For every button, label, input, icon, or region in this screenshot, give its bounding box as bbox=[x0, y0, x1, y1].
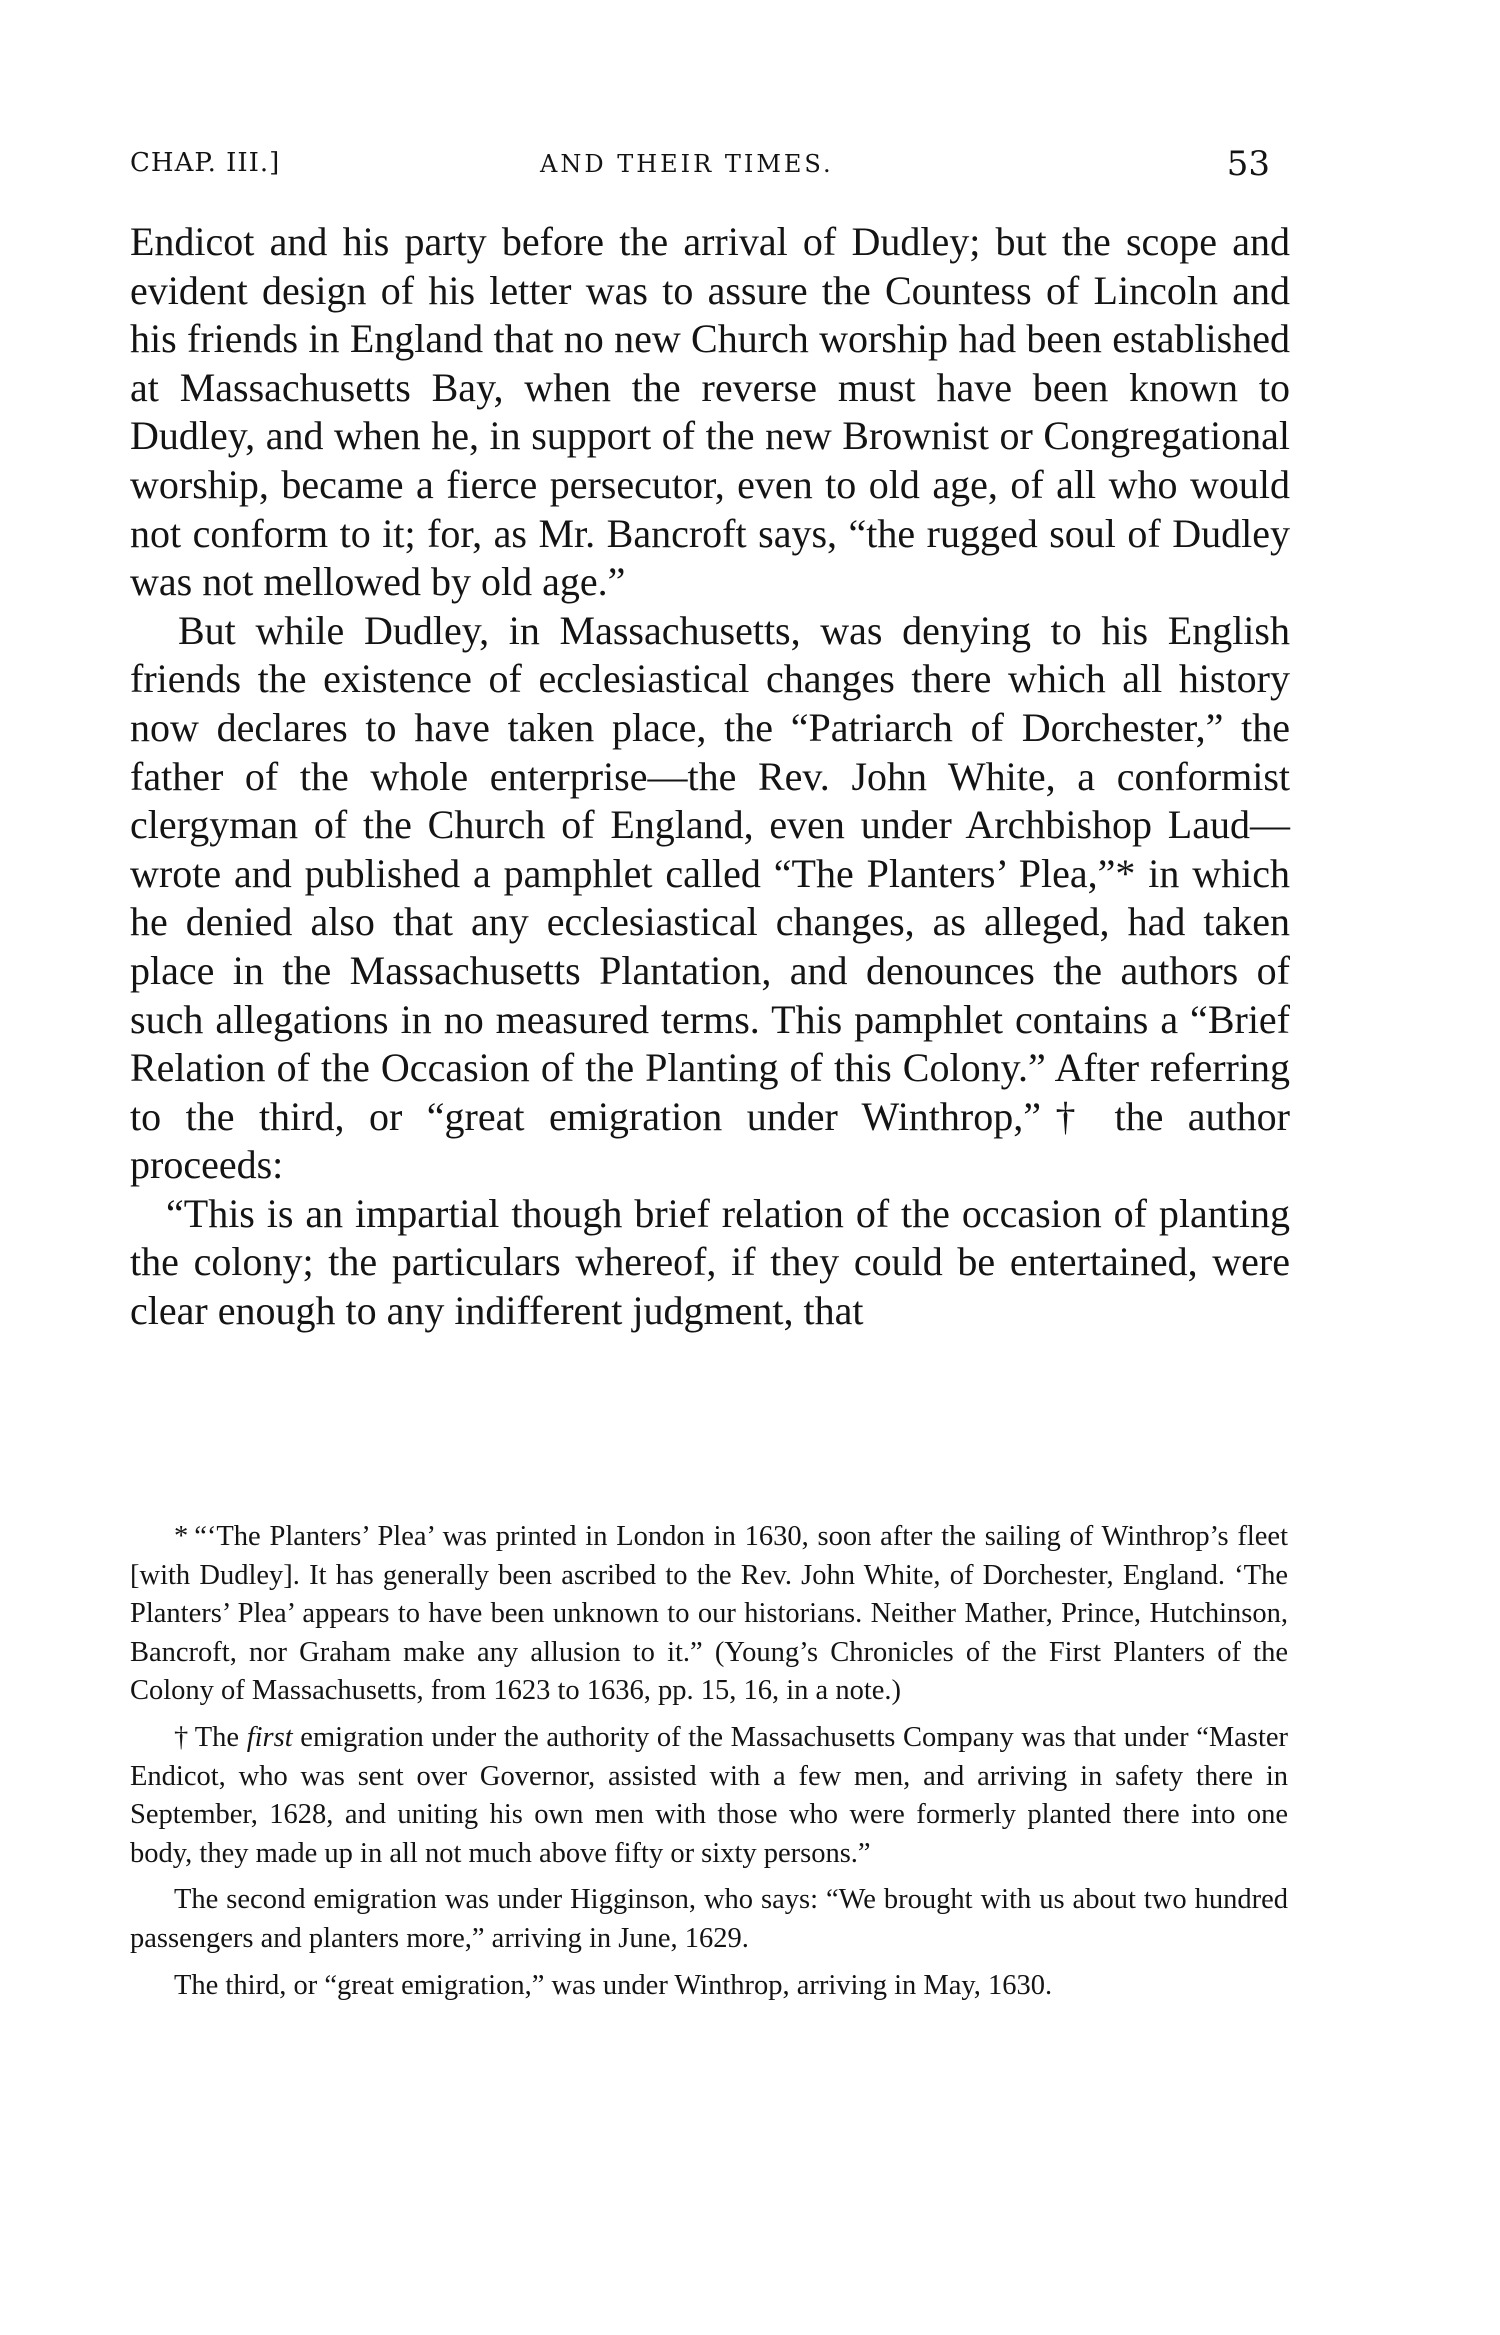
footnote-reference-asterisk[interactable]: * bbox=[1115, 850, 1136, 896]
page-number: 53 bbox=[1226, 144, 1270, 184]
footnote-marker-asterisk: * bbox=[174, 1521, 189, 1552]
paragraph-2-part-c: the author proceeds: bbox=[130, 1093, 1290, 1188]
footnote-dagger-emphasis: first bbox=[246, 1721, 293, 1753]
running-head bbox=[130, 144, 1290, 188]
footnote-marker-dagger: † bbox=[174, 1721, 189, 1753]
paragraph-2 bbox=[130, 607, 1290, 1190]
running-title: AND THEIR TIMES. bbox=[540, 150, 834, 178]
chapter-label: CHAP. III.] bbox=[130, 148, 281, 178]
footnote-third-emigration: The third, or “great emigration,” was under Winthrop, arriving in May, 1630. bbox=[174, 1969, 1053, 2001]
footnote-reference-dagger[interactable]: † bbox=[1041, 1093, 1090, 1139]
footnote-dagger-the: The bbox=[194, 1721, 240, 1753]
footnotes bbox=[130, 1518, 1288, 2005]
footnote-second-emigration: The second emigration was under Higginson, who says: “We brought with us about two hundred passengers and planters more,” arriving in June, 1629. bbox=[130, 1884, 1288, 1954]
main-text bbox=[130, 218, 1290, 1336]
paragraph-2-part-b: in which he denied also that any ecclesiastical changes, as alleged, had taken place in the Massachusetts Plantation, and denounces the authors of such allegations in no measured terms. This pamphlet contains a “Brief Relation of the Occasion of the Planting of this Colony.” After referring to the third, or “great emigration under Winthrop,” bbox=[130, 850, 1291, 1139]
footnote-asterisk-text: “‘The Planters’ Plea’ was printed in London in 1630, soon after the sailing of Winthrop’s fleet [with Dudley]. It has generally been ascribed to the Rev. John White, of Dorchester, England. ‘The Planters’ Plea’ appears to have been unknown to our historians. Neither Mather, Prince, Hutchinson, Bancroft, nor Graham make any allusion to it.” (Young’s Chronicles of the First Planters of the Colony of Massachusetts, from 1623 to 1636, pp. 15, 16, in a note.) bbox=[130, 1521, 1288, 1707]
paragraph-1: Endicot and his party before the arrival of Dudley; but the scope and evident design of his letter was to assure the Countess of Lincoln and his friends in England that no new Church worship had been established at Massachusetts Bay, when the reverse must have been known to Dudley, and when he, in support of the new Brownist or Congregational worship, became a fierce persecutor, even to old age, of all who would not conform to it; for, as Mr. Bancroft says, “the rugged soul of Dudley was not mellowed by old age.” bbox=[130, 219, 1290, 605]
footnote-dagger bbox=[130, 1719, 1288, 1873]
footnote-asterisk bbox=[130, 1518, 1288, 1711]
paragraph-2-part-a: But while Dudley, in Massachusetts, was denying to his English friends the existence of ecclesiastical changes there which all history now declares to have taken place, the “Patriarch of Dorchester,” the father of the whole enterprise—the Rev. John White, a conformist clergyman of the Church of England, even under Archbishop Laud—wrote and published a pamphlet called “The Planters’ Plea,” bbox=[130, 607, 1290, 896]
paragraph-3-quotation: “This is an impartial though brief relation of the occasion of planting the colony; the particulars whereof, if they could be entertained, were clear enough to any indifferent judgment, that bbox=[130, 1190, 1290, 1334]
footnote-dagger-text: emigration under the authority of the Massachusetts Company was that under “Master Endicot, who was sent over Governor, assisted with a few men, and arriving in safety there in September, 1628, and uniting his own men with those who were formerly planted there into one body, they made up in all not much above fifty or sixty persons.” bbox=[130, 1721, 1289, 1869]
